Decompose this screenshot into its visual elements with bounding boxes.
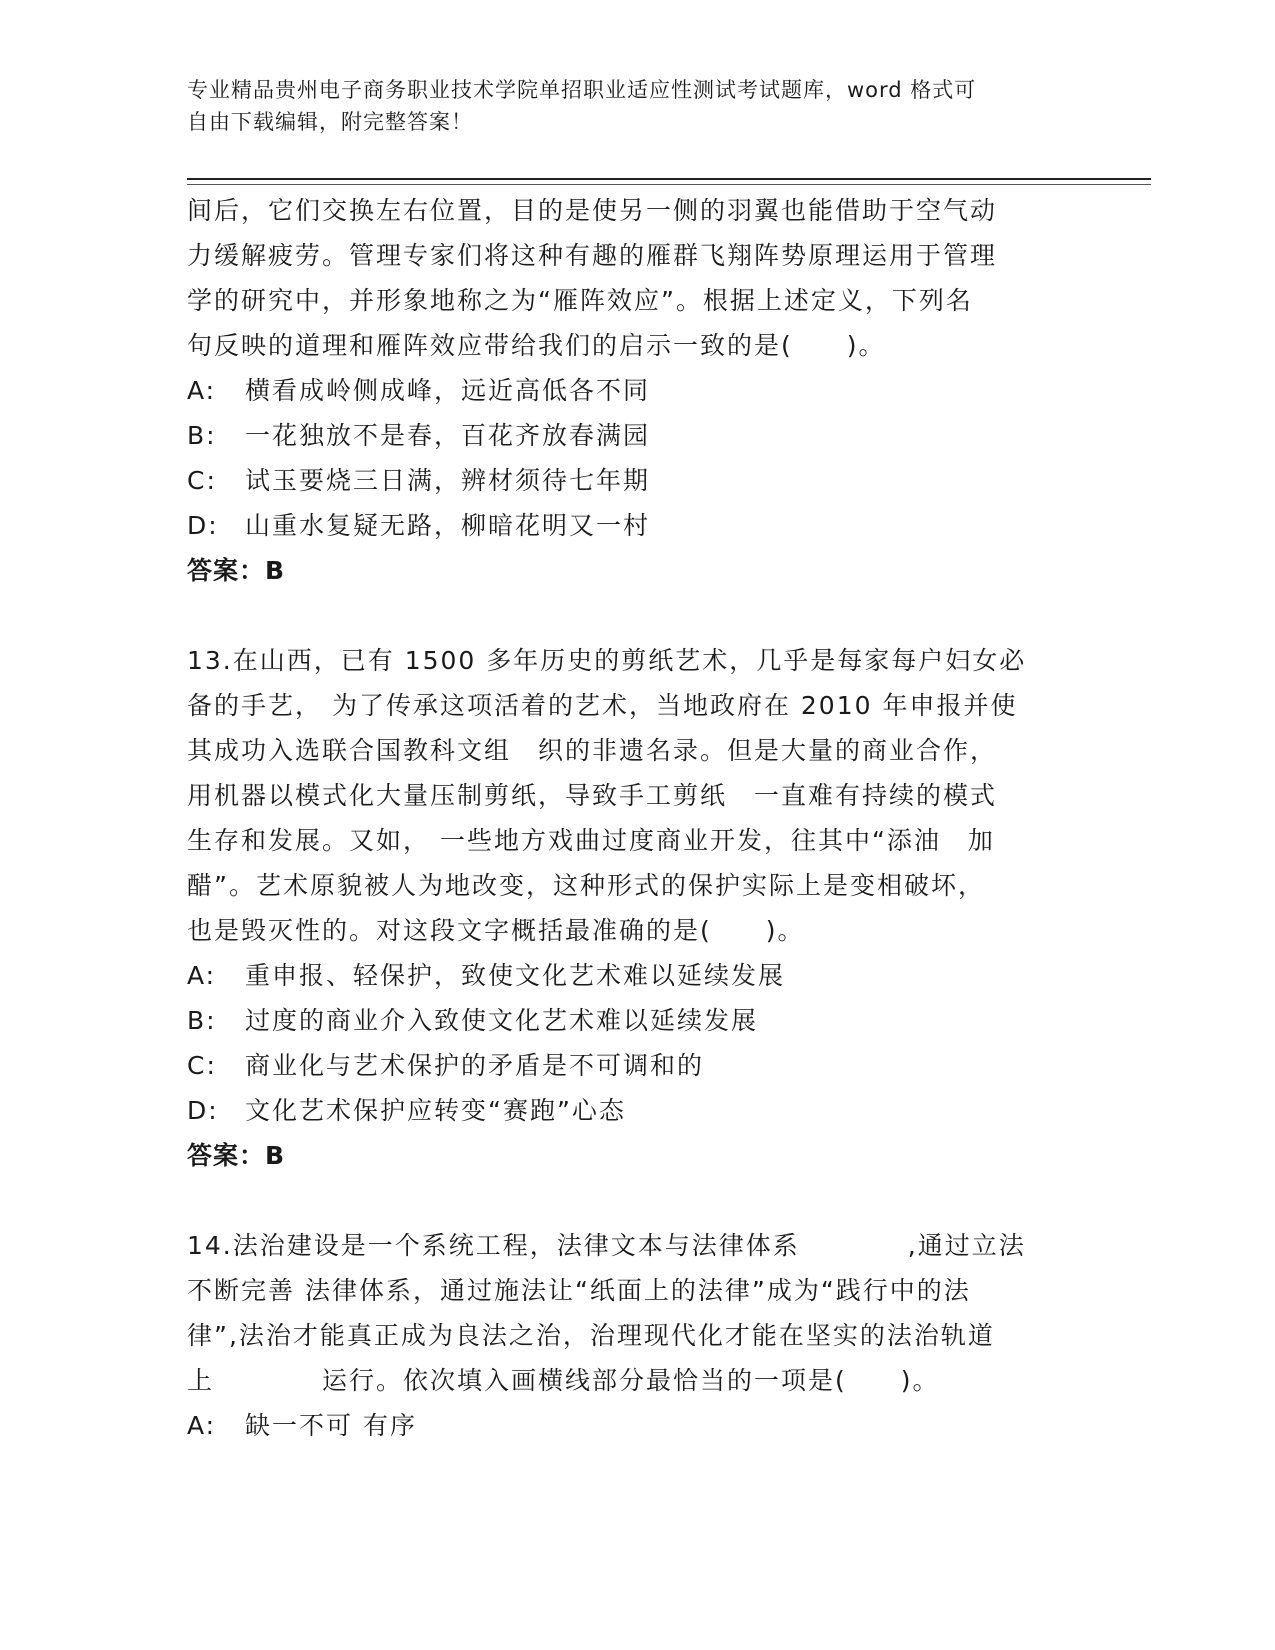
stem-line: 间后，它们交换左右位置，目的是使另一侧的羽翼也能借助于空气动 xyxy=(187,196,998,225)
stem-line: 力缓解疲劳。管理专家们将这种有趣的雁群飞翔阵势原理运用于管理 xyxy=(187,241,998,270)
question-12-option-c xyxy=(187,458,1087,503)
option-key: C: xyxy=(187,466,217,495)
question-12-option-b xyxy=(187,413,1087,458)
stem-line: 不断完善 法律体系，通过施法让“纸面上的法律”成为“践行中的法 xyxy=(187,1276,971,1305)
question-13-option-c xyxy=(187,1043,1087,1088)
spacer xyxy=(187,1178,1087,1223)
option-key: C: xyxy=(187,1051,217,1080)
question-12-stem xyxy=(187,188,1087,368)
option-key: A: xyxy=(187,961,217,990)
stem-line: 生存和发展。又如， 一些地方戏曲过度商业开发，往其中“添油 加 xyxy=(187,826,995,855)
question-12-answer: 答案：B xyxy=(187,556,286,585)
option-key: D: xyxy=(187,1096,219,1125)
stem-line: 律”,法治才能真正成为良法之治，治理现代化才能在坚实的法治轨道 xyxy=(187,1321,995,1350)
option-text: 重申报、轻保护，致使文化艺术难以延续发展 xyxy=(245,961,786,990)
page-header xyxy=(187,74,1067,138)
question-14 xyxy=(187,1223,1087,1448)
stem-line: 也是毁灭性的。对这段文字概括最准确的是( )。 xyxy=(187,916,805,945)
stem-line: 句反映的道理和雁阵效应带给我们的启示一致的是( )。 xyxy=(187,331,886,360)
question-14-option-a xyxy=(187,1403,1087,1448)
question-13 xyxy=(187,638,1087,1178)
option-text: 山重水复疑无路，柳暗花明又一村 xyxy=(245,511,651,540)
stem-line: 14.法治建设是一个系统工程，法律文本与法律体系 ,通过立法 xyxy=(187,1231,1026,1260)
header-divider-thin xyxy=(187,184,1151,185)
question-13-stem xyxy=(187,638,1087,953)
question-13-answer: 答案：B xyxy=(187,1141,286,1170)
option-key: A: xyxy=(187,1411,217,1440)
header-line-1: 专业精品贵州电子商务职业技术学院单招职业适应性测试考试题库，word 格式可 xyxy=(187,78,977,102)
option-key: B: xyxy=(187,421,217,450)
stem-line: 备的手艺， 为了传承这项活着的艺术，当地政府在 2010 年申报并使 xyxy=(187,691,1018,720)
question-12 xyxy=(187,188,1087,593)
spacer xyxy=(187,593,1087,638)
question-13-option-a xyxy=(187,953,1087,998)
option-key: B: xyxy=(187,1006,217,1035)
option-text: 缺一不可 有序 xyxy=(245,1411,417,1440)
question-14-stem xyxy=(187,1223,1087,1403)
question-13-option-d xyxy=(187,1088,1087,1133)
question-12-option-a xyxy=(187,368,1087,413)
option-text: 试玉要烧三日满，辨材须待七年期 xyxy=(245,466,651,495)
option-text: 横看成岭侧成峰，远近高低各不同 xyxy=(245,376,651,405)
option-text: 一花独放不是春，百花齐放春满园 xyxy=(245,421,651,450)
header-divider-thick xyxy=(187,178,1151,180)
question-12-option-d xyxy=(187,503,1087,548)
option-text: 商业化与艺术保护的矛盾是不可调和的 xyxy=(245,1051,705,1080)
stem-line: 学的研究中，并形象地称之为“雁阵效应”。根据上述定义，下列名 xyxy=(187,286,973,315)
stem-line: 上 运行。依次填入画横线部分最恰当的一项是( )。 xyxy=(187,1366,940,1395)
stem-line: 醋”。艺术原貌被人为地改变，这种形式的保护实际上是变相破坏， xyxy=(187,871,985,900)
document-body xyxy=(187,188,1087,1448)
question-13-option-b xyxy=(187,998,1087,1043)
header-line-2: 自由下载编辑，附完整答案！ xyxy=(187,110,473,134)
option-key: D: xyxy=(187,511,219,540)
option-key: A: xyxy=(187,376,217,405)
option-text: 过度的商业介入致使文化艺术难以延续发展 xyxy=(245,1006,759,1035)
stem-line: 其成功入选联合国教科文组 织的非遗名录。但是大量的商业合作， xyxy=(187,736,998,765)
option-text: 文化艺术保护应转变“赛跑”心态 xyxy=(245,1096,626,1125)
stem-line: 13.在山西，已有 1500 多年历史的剪纸艺术，几乎是每家每户妇女必 xyxy=(187,646,1027,675)
stem-line: 用机器以模式化大量压制剪纸，导致手工剪纸 一直难有持续的模式 xyxy=(187,781,998,810)
